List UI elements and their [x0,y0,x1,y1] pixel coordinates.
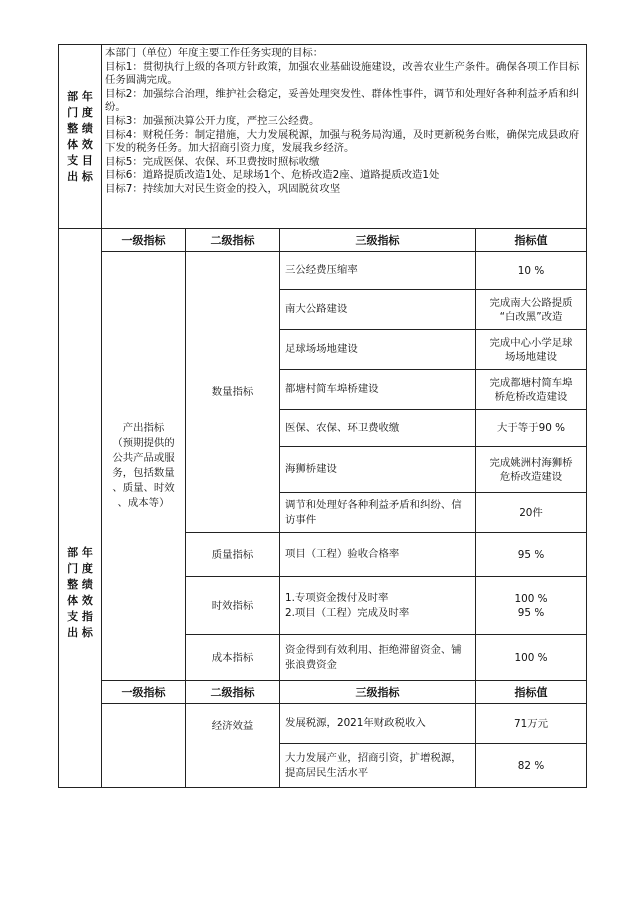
indicators-table [58,228,587,788]
header-level2-repeat: 二级指标 [186,681,280,704]
quantity-item: 调节和处理好各种利益矛盾和纠纷、信访事件 [280,493,476,533]
quality-item: 项目（工程）验收合格率 [280,533,476,577]
goals-intro: 本部门（单位）年度主要工作任务实现的目标： [105,47,324,59]
goals-table [58,44,587,229]
economic-benefit-label: 经济效益 [186,704,280,788]
quantity-item: 海狮桥建设 [280,447,476,493]
header-value-repeat: 指标值 [476,681,587,704]
header-level3-repeat: 三级指标 [280,681,476,704]
quantity-value: 10 % [476,252,587,290]
quality-indicator-label: 质量指标 [186,533,280,577]
indicators-side-label: 部 年 门 度 整 绩 体 效 支 指 出 标 [59,229,102,788]
quantity-item: 三公经费压缩率 [280,252,476,290]
goal-5: 目标5：完成医保、农保、环卫费按时照标收缴 [105,155,320,168]
quantity-value: 完成都塘村简车埠 桥危桥改造建设 [476,370,587,410]
header-level1-repeat: 一级指标 [102,681,186,704]
cost-indicator-label: 成本指标 [186,635,280,681]
goal-7: 目标7：持续加大对民生资金的投入，巩固脱贫攻坚 [105,182,341,195]
goal-1: 目标1：贯彻执行上级的各项方针政策，加强农业基础设施建设，改善农业生产条件。确保各项工作目标任务圆满完成。 [105,60,580,87]
timeliness-indicator-label: 时效指标 [186,577,280,635]
quantity-indicator-label: 数量指标 [186,252,280,533]
cost-value: 100 % [476,635,587,681]
timeliness-values: 100 % 95 % [476,577,587,635]
performance-table [58,44,586,788]
output-indicator-label: 产出指标 （预期提供的 公共产品或服 务，包括数量 、质量、时效 、成本等） [102,252,186,681]
quantity-value: 完成南大公路提质 “白改黑”改造 [476,290,587,330]
goal-3: 目标3：加强预决算公开力度，严控三公经费。 [105,114,320,127]
goal-4: 目标4：财税任务：制定措施，大力发展税源，加强与税务局沟通，及时更新税务台账，确保完成县政府下发的税务任务。加大招商引资力度，发展我乡经济。 [105,128,580,155]
quantity-value: 20件 [476,493,587,533]
goal-2: 目标2：加强综合治理，维护社会稳定，妥善处理突发性、群体性事件，调节和处理好各种利益矛盾和纠纷。 [105,87,580,114]
header-level2: 二级指标 [186,229,280,252]
cost-item: 资金得到有效利用、拒绝滞留资金、铺张浪费资金 [280,635,476,681]
goals-side-label: 部 年 门 度 整 绩 体 效 支 目 出 标 [59,45,102,229]
economic-value: 71万元 [476,704,587,744]
quantity-item: 医保、农保、环卫费收缴 [280,410,476,447]
quality-value: 95 % [476,533,587,577]
header-level3: 三级指标 [280,229,476,252]
benefit-indicator-empty [102,704,186,788]
quantity-value: 大于等于90 % [476,410,587,447]
quantity-item: 都塘村简车埠桥建设 [280,370,476,410]
goals-text [102,45,587,229]
economic-item: 发展税源，2021年财政税收入 [280,704,476,744]
economic-item: 大力发展产业，招商引资，扩增税源，提高居民生活水平 [280,744,476,788]
header-level1: 一级指标 [102,229,186,252]
goal-6: 目标6：道路提质改造1处、足球场1个、危桥改造2座、道路提质改造1处 [105,169,440,182]
economic-value: 82 % [476,744,587,788]
quantity-item: 南大公路建设 [280,290,476,330]
quantity-value: 完成中心小学足球 场场地建设 [476,330,587,370]
timeliness-items: 1.专项资金拨付及时率 2.项目（工程）完成及时率 [280,577,476,635]
header-value: 指标值 [476,229,587,252]
quantity-value: 完成姚洲村海狮桥 危桥改造建设 [476,447,587,493]
quantity-item: 足球场场地建设 [280,330,476,370]
